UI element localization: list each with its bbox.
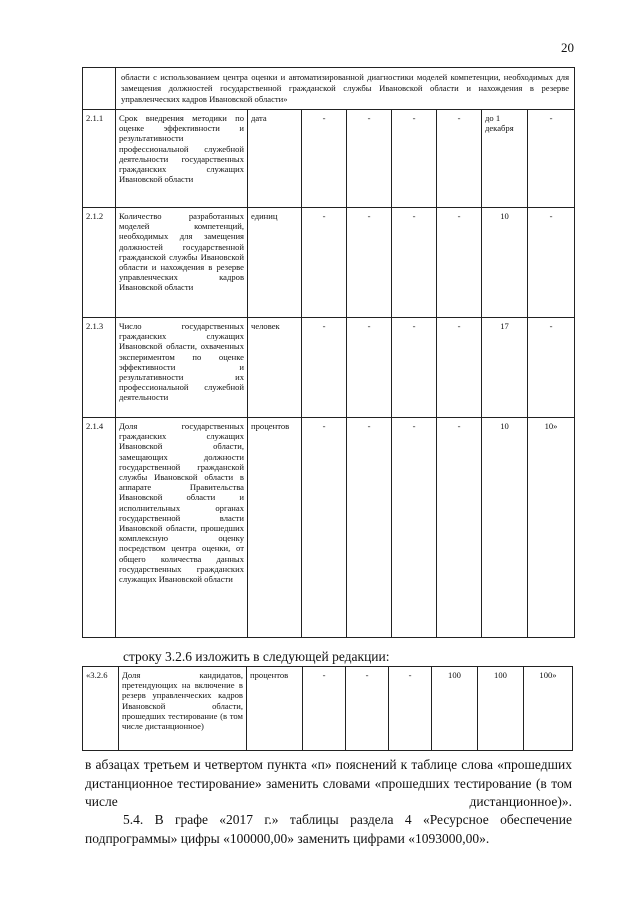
body-paragraph: 5.4. В графе «2017 г.» таблицы раздела 4 «Ресурсное обеспечение подпрограммы» цифры «100000,00» заменить цифрами «1093000,00».	[85, 812, 572, 846]
indicator-description: Число государственных гражданских служащих Ивановской области, охваченных экспериментом по оценке эффективности и результативности их профессиональной служебной деятельности	[116, 318, 248, 418]
value-cell: -	[392, 418, 437, 638]
value-cell: -	[302, 418, 347, 638]
value-cell: 100	[432, 667, 478, 751]
table-row	[83, 667, 573, 751]
row-number: «3.2.6	[83, 667, 119, 751]
value-cell: -	[347, 110, 392, 208]
value-cell: 100»	[524, 667, 573, 751]
value-cell: -	[437, 110, 482, 208]
value-cell: -	[303, 667, 346, 751]
table-row	[83, 418, 575, 638]
row-number: 2.1.3	[83, 318, 116, 418]
value-cell: -	[346, 667, 389, 751]
indicator-description: Доля государственных гражданских служащих Ивановской области, замещающих должности государственной гражданской службы Ивановской области в аппарате Правительства Ивановской области и исполнительных органах государственной власти Ивановской области, прошедших комплексную оценку посредством центра оценки, от общего количества данных государственных гражданских служащих Ивановской области	[116, 418, 248, 638]
value-cell: -	[302, 208, 347, 318]
body-paragraph: в абзацах третьем и четвертом пункта «п» пояснений к таблице слова «прошедших дистанционное тестирование» заменить словами «прошедших тестирование (в том числе дистанционное)».	[85, 757, 572, 809]
value-cell: -	[347, 208, 392, 318]
replacement-row-table	[82, 666, 573, 751]
table-row	[83, 318, 575, 418]
indicator-description: Количество разработанных моделей компетенций, необходимых для замещения должностей государственной гражданской службы Ивановской области и нахождения в резерве управленческих кадров Ивановской области	[116, 208, 248, 318]
value-cell: 10»	[528, 418, 575, 638]
page-number: 20	[561, 40, 574, 55]
value-cell: -	[528, 110, 575, 208]
value-cell: -	[389, 667, 432, 751]
value-cell: 10	[482, 418, 528, 638]
value-cell: 100	[478, 667, 524, 751]
value-cell: -	[528, 318, 575, 418]
instruction-line: строку 3.2.6 изложить в следующей редакции:	[123, 649, 390, 664]
value-cell: -	[392, 318, 437, 418]
value-cell: -	[528, 208, 575, 318]
merged-task-cell: области с использованием центра оценки и автоматизированной диагностики моделей компетенции, необходимых для замещения должностей государственной гражданской службы Ивановской области и нахождения в резерве управленческих кадров Ивановской области»	[116, 68, 575, 110]
table-row-merged	[83, 68, 575, 110]
value-cell: -	[347, 318, 392, 418]
value-cell: -	[392, 208, 437, 318]
indicator-description: Доля кандидатов, претендующих на включение в резерв управленческих кадров Ивановской области, прошедших тестирование (в том числе дистанционное)	[119, 667, 247, 751]
value-cell: 10	[482, 208, 528, 318]
indicators-table	[82, 67, 575, 638]
value-cell: 17	[482, 318, 528, 418]
unit-cell: процентов	[247, 667, 303, 751]
row-number: 2.1.4	[83, 418, 116, 638]
indicator-description: Срок внедрения методики по оценке эффективности и результативности профессиональной служебной деятельности государственных гражданских служащих Ивановской области	[116, 110, 248, 208]
table-row	[83, 110, 575, 208]
value-cell: -	[347, 418, 392, 638]
row-number: 2.1.2	[83, 208, 116, 318]
row-number: 2.1.1	[83, 110, 116, 208]
unit-cell: дата	[248, 110, 302, 208]
value-cell: -	[392, 110, 437, 208]
unit-cell: единиц	[248, 208, 302, 318]
value-cell: -	[437, 208, 482, 318]
value-cell: -	[437, 418, 482, 638]
table-cell-empty	[83, 68, 116, 110]
unit-cell: процентов	[248, 418, 302, 638]
value-cell: до 1 декабря	[482, 110, 528, 208]
unit-cell: человек	[248, 318, 302, 418]
value-cell: -	[437, 318, 482, 418]
value-cell: -	[302, 318, 347, 418]
value-cell: -	[302, 110, 347, 208]
table-row	[83, 208, 575, 318]
